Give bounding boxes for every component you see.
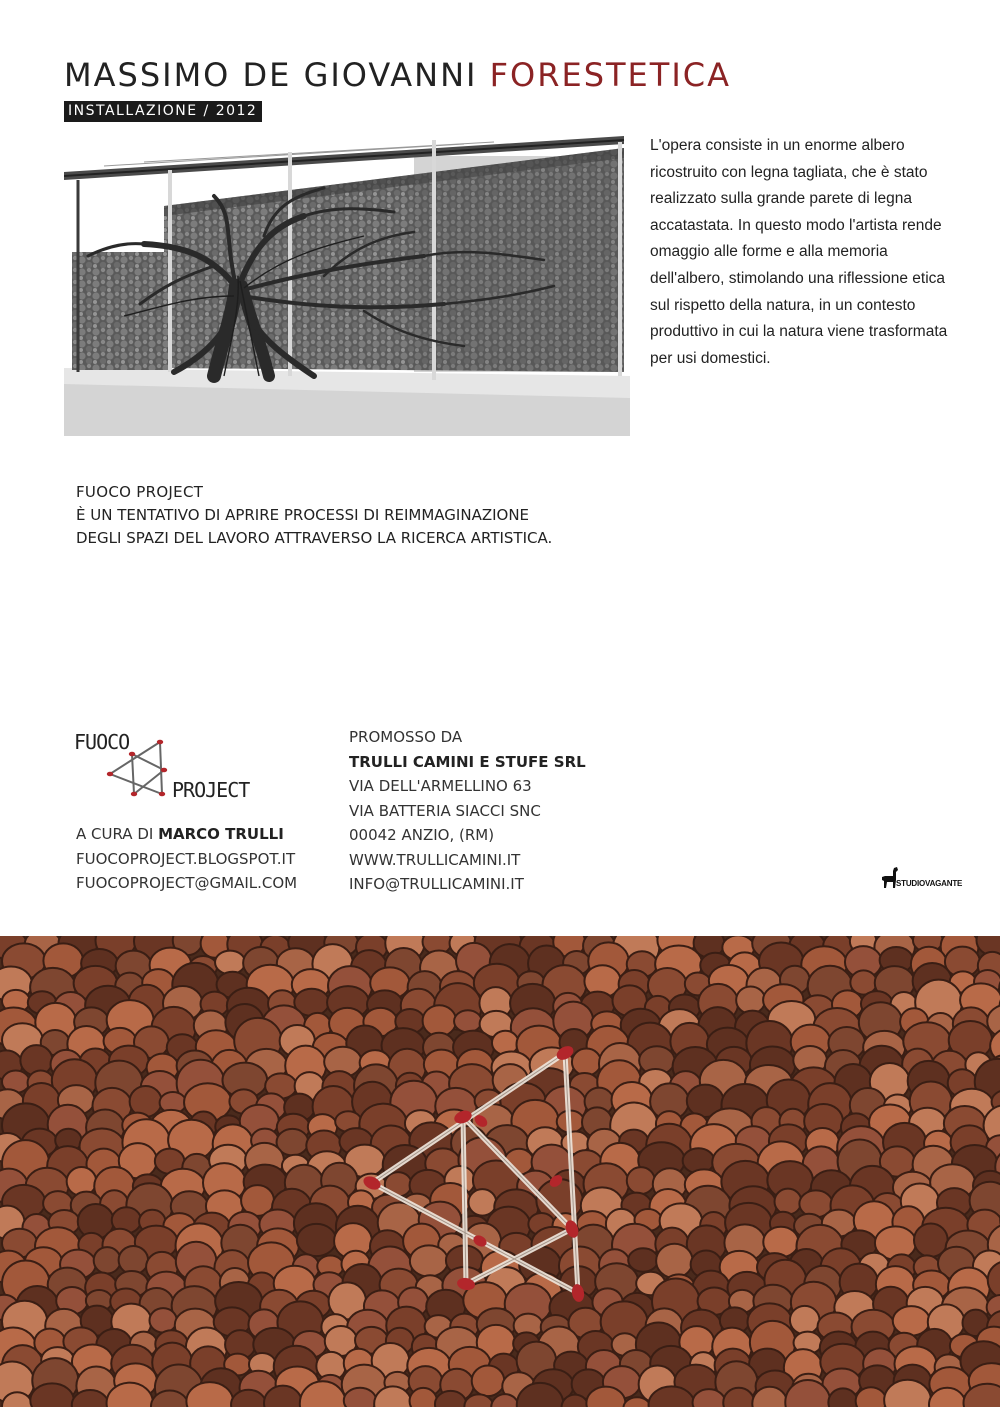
fuoco-project-logo xyxy=(72,724,252,814)
matchstick-star-icon xyxy=(102,736,174,808)
promoter-email-link[interactable]: INFO@TRULLICAMINI.IT xyxy=(349,875,524,893)
curator-line xyxy=(76,822,297,847)
curator-blog-link[interactable]: FUOCOPROJECT.BLOGSPOT.IT xyxy=(76,849,296,868)
mission-line-2: DEGLI SPAZI DEL LAVORO ATTRAVERSO LA RICERCA ARTISTICA. xyxy=(76,529,553,547)
studio-credit-text: STUDIOVAGANTE xyxy=(896,879,963,888)
mission-project-name: FUOCO PROJECT xyxy=(76,483,204,501)
promoter-label: PROMOSSO DA xyxy=(349,728,463,746)
work-description: L'opera consiste in un enorme albero ricostruito con legna tagliata, che è stato realizzato sulla grande parete di legna accatastata. In questo modo l'artista rende omaggio alle forme e alla memoria dell'albero, stimolando una riflessione etica sul rispetto della natura, in un contesto produttivo in cui la natura viene trasformata per usi domestici. xyxy=(650,137,948,367)
promoter-info xyxy=(349,725,586,897)
promoter-website-link[interactable]: WWW.TRULLICAMINI.IT xyxy=(349,850,521,869)
project-mission xyxy=(76,481,552,550)
mission-line-1: È UN TENTATIVO DI APRIRE PROCESSI DI REIMMAGINAZIONE xyxy=(76,506,530,524)
promoter-company: TRULLI CAMINI E STUFE SRL xyxy=(349,752,586,771)
installation-photo xyxy=(64,136,630,436)
installation-badge: INSTALLAZIONE / 2012 xyxy=(64,101,262,122)
logo-word-fuoco: FUOCO xyxy=(74,730,130,754)
curator-prefix: A CURA DI xyxy=(76,825,159,843)
promoter-city: 00042 ANZIO, (RM) xyxy=(349,826,495,844)
promoter-address-2: VIA BATTERIA SIACCI SNC xyxy=(349,801,541,820)
curator-email-link[interactable]: FUOCOPROJECT@GMAIL.COM xyxy=(76,874,298,892)
logo-word-project: PROJECT xyxy=(172,778,250,802)
curator-name: MARCO TRULLI xyxy=(158,825,284,843)
woodpile-illustration xyxy=(0,936,1000,1407)
promoter-address-1: VIA DELL'ARMELLINO 63 xyxy=(349,777,532,795)
work-title: FORESTETICA xyxy=(489,56,731,94)
curator-info xyxy=(76,822,297,896)
woodpile-photo xyxy=(0,936,1000,1407)
page-title xyxy=(64,56,731,94)
artist-name: MASSIMO DE GIOVANNI xyxy=(64,56,478,94)
